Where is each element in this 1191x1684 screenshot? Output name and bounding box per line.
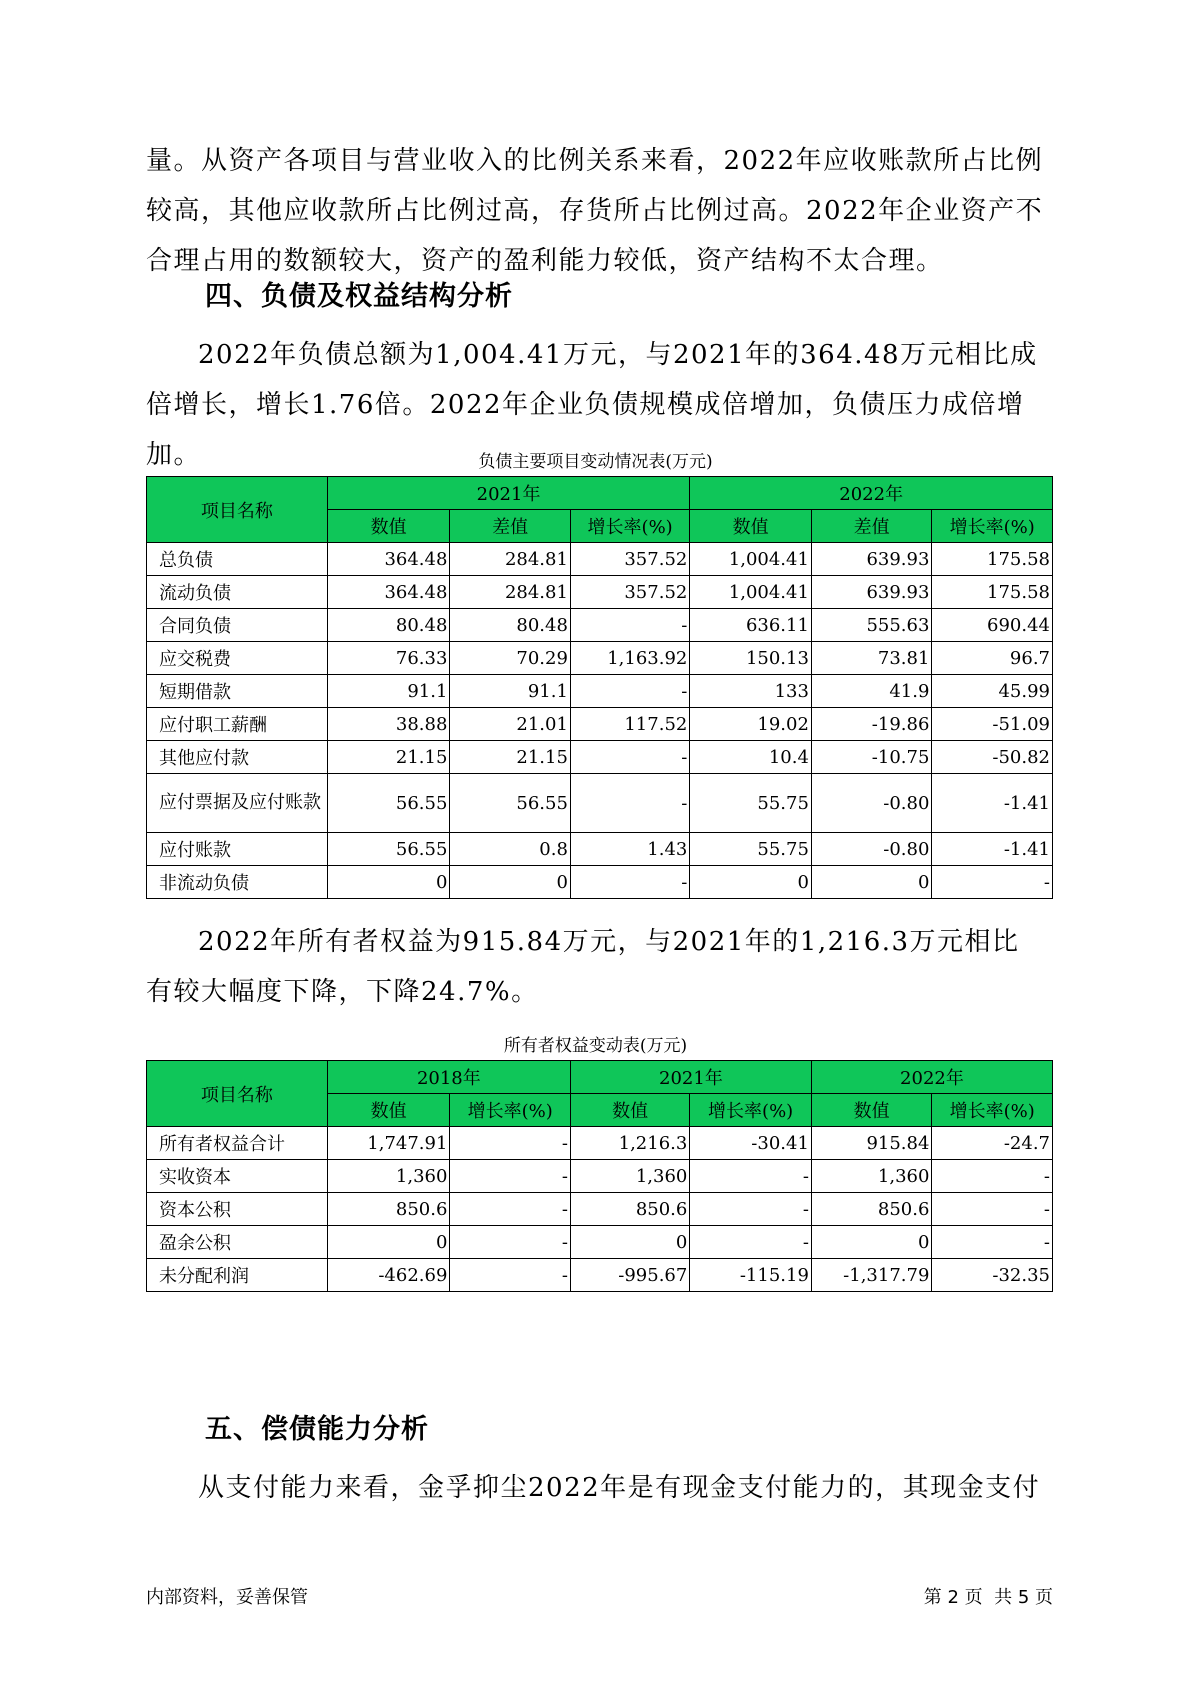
column-header: 数值	[327, 510, 450, 543]
table-row	[147, 1127, 1053, 1160]
row-label: 应付票据及应付账款	[147, 774, 328, 833]
table-cell: 91.1	[327, 675, 450, 708]
table-cell: -30.41	[690, 1127, 812, 1160]
table-row	[147, 675, 1053, 708]
column-header: 数值	[690, 510, 812, 543]
row-label: 应交税费	[147, 642, 328, 675]
table-cell: 1,004.41	[690, 543, 812, 576]
year-header: 2021年	[570, 1061, 811, 1094]
table-cell: -	[450, 1259, 571, 1292]
table-cell: 0	[327, 866, 450, 899]
row-label: 其他应付款	[147, 741, 328, 774]
table-row	[147, 833, 1053, 866]
table-cell: 150.13	[690, 642, 812, 675]
table-cell: 1,747.91	[327, 1127, 450, 1160]
table-cell: 80.48	[327, 609, 450, 642]
table-cell: -1,317.79	[811, 1259, 932, 1292]
table-cell: 133	[690, 675, 812, 708]
row-label: 流动负债	[147, 576, 328, 609]
table-cell: 55.75	[690, 833, 812, 866]
year-header: 2022年	[811, 1061, 1052, 1094]
table-cell: 1,360	[811, 1160, 932, 1193]
column-header: 增长率(%)	[690, 1094, 812, 1127]
table-cell: 850.6	[811, 1193, 932, 1226]
table-cell: 175.58	[932, 576, 1053, 609]
liability-table-body	[147, 543, 1053, 899]
table-cell: -	[570, 741, 689, 774]
column-header: 差值	[450, 510, 571, 543]
table-cell: 21.01	[450, 708, 571, 741]
row-label: 未分配利润	[147, 1259, 328, 1292]
table-cell: 639.93	[811, 543, 932, 576]
table-cell: -32.35	[932, 1259, 1053, 1292]
row-label: 资本公积	[147, 1193, 328, 1226]
column-header: 数值	[570, 1094, 689, 1127]
row-label: 非流动负债	[147, 866, 328, 899]
table-cell: 555.63	[811, 609, 932, 642]
item-name-header: 项目名称	[147, 1061, 328, 1127]
table-cell: 0	[811, 866, 932, 899]
table-row	[147, 866, 1053, 899]
table-cell: 1,216.3	[570, 1127, 689, 1160]
table-cell: -	[450, 1160, 571, 1193]
liability-table	[146, 476, 1053, 899]
table-cell: -	[932, 866, 1053, 899]
table-cell: 0.8	[450, 833, 571, 866]
table-cell: 357.52	[570, 576, 689, 609]
table-cell: -	[570, 866, 689, 899]
table-cell: 21.15	[450, 741, 571, 774]
table-cell: -	[450, 1127, 571, 1160]
table-cell: 56.55	[327, 833, 450, 866]
table-cell: 1,360	[570, 1160, 689, 1193]
table-cell: -10.75	[811, 741, 932, 774]
table-cell: -462.69	[327, 1259, 450, 1292]
table-row	[147, 642, 1053, 675]
intro-paragraph: 量。从资产各项目与营业收入的比例关系来看，2022年应收账款所占比例较高，其他应收款所占比例过高，存货所占比例过高。2022年企业资产不合理占用的数额较大，资产的盈利能力较低，资产结构不太合理。	[146, 146, 1044, 276]
table-row	[147, 774, 1053, 833]
table-cell: -	[690, 1226, 812, 1259]
row-label: 所有者权益合计	[147, 1127, 328, 1160]
table-row	[147, 1193, 1053, 1226]
footer-confidential-note: 内部资料，妥善保管	[146, 1587, 308, 1608]
equity-paragraph: 2022年所有者权益为915.84万元，与2021年的1,216.3万元相比有较大幅度下降，下降24.7%。	[146, 927, 1020, 1007]
row-label: 实收资本	[147, 1160, 328, 1193]
column-header: 增长率(%)	[932, 1094, 1053, 1127]
table-cell: -0.80	[811, 833, 932, 866]
table-row	[147, 1226, 1053, 1259]
table-cell: 636.11	[690, 609, 812, 642]
table-cell: 850.6	[570, 1193, 689, 1226]
table-cell: 55.75	[690, 774, 812, 833]
table-cell: 76.33	[327, 642, 450, 675]
equity-table	[146, 1060, 1053, 1292]
item-name-header: 项目名称	[147, 477, 328, 543]
table-cell: 96.7	[932, 642, 1053, 675]
table-cell: -	[690, 1160, 812, 1193]
table-cell: -	[932, 1160, 1053, 1193]
table-cell: 364.48	[327, 543, 450, 576]
row-label: 短期借款	[147, 675, 328, 708]
column-header: 增长率(%)	[570, 510, 689, 543]
table-cell: -50.82	[932, 741, 1053, 774]
table-cell: 364.48	[327, 576, 450, 609]
table-cell: 0	[811, 1226, 932, 1259]
solvency-paragraph: 从支付能力来看，金孚抑尘2022年是有现金支付能力的，其现金支付	[198, 1473, 1041, 1503]
table-cell: -24.7	[932, 1127, 1053, 1160]
table-cell: 0	[450, 866, 571, 899]
table-row	[147, 1160, 1053, 1193]
table-cell: -	[932, 1226, 1053, 1259]
liability-paragraph: 2022年负债总额为1,004.41万元，与2021年的364.48万元相比成倍增长，增长1.76倍。2022年企业负债规模成倍增加，负债压力成倍增加。	[146, 340, 1038, 470]
table-cell: 1.43	[570, 833, 689, 866]
year-header: 2018年	[327, 1061, 570, 1094]
table-cell: 0	[690, 866, 812, 899]
table-cell: -995.67	[570, 1259, 689, 1292]
table-cell: 80.48	[450, 609, 571, 642]
liability-table-caption: 负债主要项目变动情况表(万元)	[478, 452, 713, 472]
table-row	[147, 609, 1053, 642]
table-cell: 915.84	[811, 1127, 932, 1160]
table-cell: -0.80	[811, 774, 932, 833]
table-cell: -19.86	[811, 708, 932, 741]
row-label: 应付职工薪酬	[147, 708, 328, 741]
table-cell: 56.55	[450, 774, 571, 833]
table-cell: 21.15	[327, 741, 450, 774]
table-cell: 175.58	[932, 543, 1053, 576]
table-cell: 639.93	[811, 576, 932, 609]
table-cell: 690.44	[932, 609, 1053, 642]
table-cell: 1,004.41	[690, 576, 812, 609]
table-cell: 284.81	[450, 576, 571, 609]
column-header: 增长率(%)	[932, 510, 1053, 543]
table-cell: -1.41	[932, 774, 1053, 833]
table-cell: 0	[327, 1226, 450, 1259]
table-row	[147, 576, 1053, 609]
table-cell: -	[690, 1193, 812, 1226]
table-cell: 91.1	[450, 675, 571, 708]
row-label: 合同负债	[147, 609, 328, 642]
footer-page-number: 第 2 页 共 5 页	[923, 1587, 1053, 1608]
table-cell: 117.52	[570, 708, 689, 741]
table-cell: 56.55	[327, 774, 450, 833]
equity-table-caption: 所有者权益变动表(万元)	[503, 1036, 688, 1056]
table-cell: 1,360	[327, 1160, 450, 1193]
table-cell: -51.09	[932, 708, 1053, 741]
year-header: 2022年	[690, 477, 1053, 510]
table-cell: 357.52	[570, 543, 689, 576]
table-row	[147, 708, 1053, 741]
section-4-heading: 四、负债及权益结构分析	[205, 281, 513, 312]
table-cell: 45.99	[932, 675, 1053, 708]
table-row	[147, 741, 1053, 774]
year-header: 2021年	[327, 477, 690, 510]
table-cell: -	[570, 609, 689, 642]
table-cell: -	[570, 675, 689, 708]
table-cell: 38.88	[327, 708, 450, 741]
table-cell: 284.81	[450, 543, 571, 576]
column-header: 增长率(%)	[450, 1094, 571, 1127]
row-label: 盈余公积	[147, 1226, 328, 1259]
table-cell: 41.9	[811, 675, 932, 708]
table-cell: 10.4	[690, 741, 812, 774]
column-header: 数值	[811, 1094, 932, 1127]
row-label: 应付账款	[147, 833, 328, 866]
equity-table-body	[147, 1127, 1053, 1292]
column-header: 数值	[327, 1094, 450, 1127]
section-5-heading: 五、偿债能力分析	[205, 1414, 429, 1445]
table-row	[147, 543, 1053, 576]
table-cell: 73.81	[811, 642, 932, 675]
table-cell: -	[450, 1193, 571, 1226]
table-cell: -1.41	[932, 833, 1053, 866]
table-cell: 1,163.92	[570, 642, 689, 675]
table-cell: -	[570, 774, 689, 833]
table-cell: -	[932, 1193, 1053, 1226]
row-label: 总负债	[147, 543, 328, 576]
table-row	[147, 1259, 1053, 1292]
table-cell: 70.29	[450, 642, 571, 675]
table-cell: 850.6	[327, 1193, 450, 1226]
table-cell: -115.19	[690, 1259, 812, 1292]
table-cell: -	[450, 1226, 571, 1259]
table-cell: 0	[570, 1226, 689, 1259]
table-cell: 19.02	[690, 708, 812, 741]
column-header: 差值	[811, 510, 932, 543]
